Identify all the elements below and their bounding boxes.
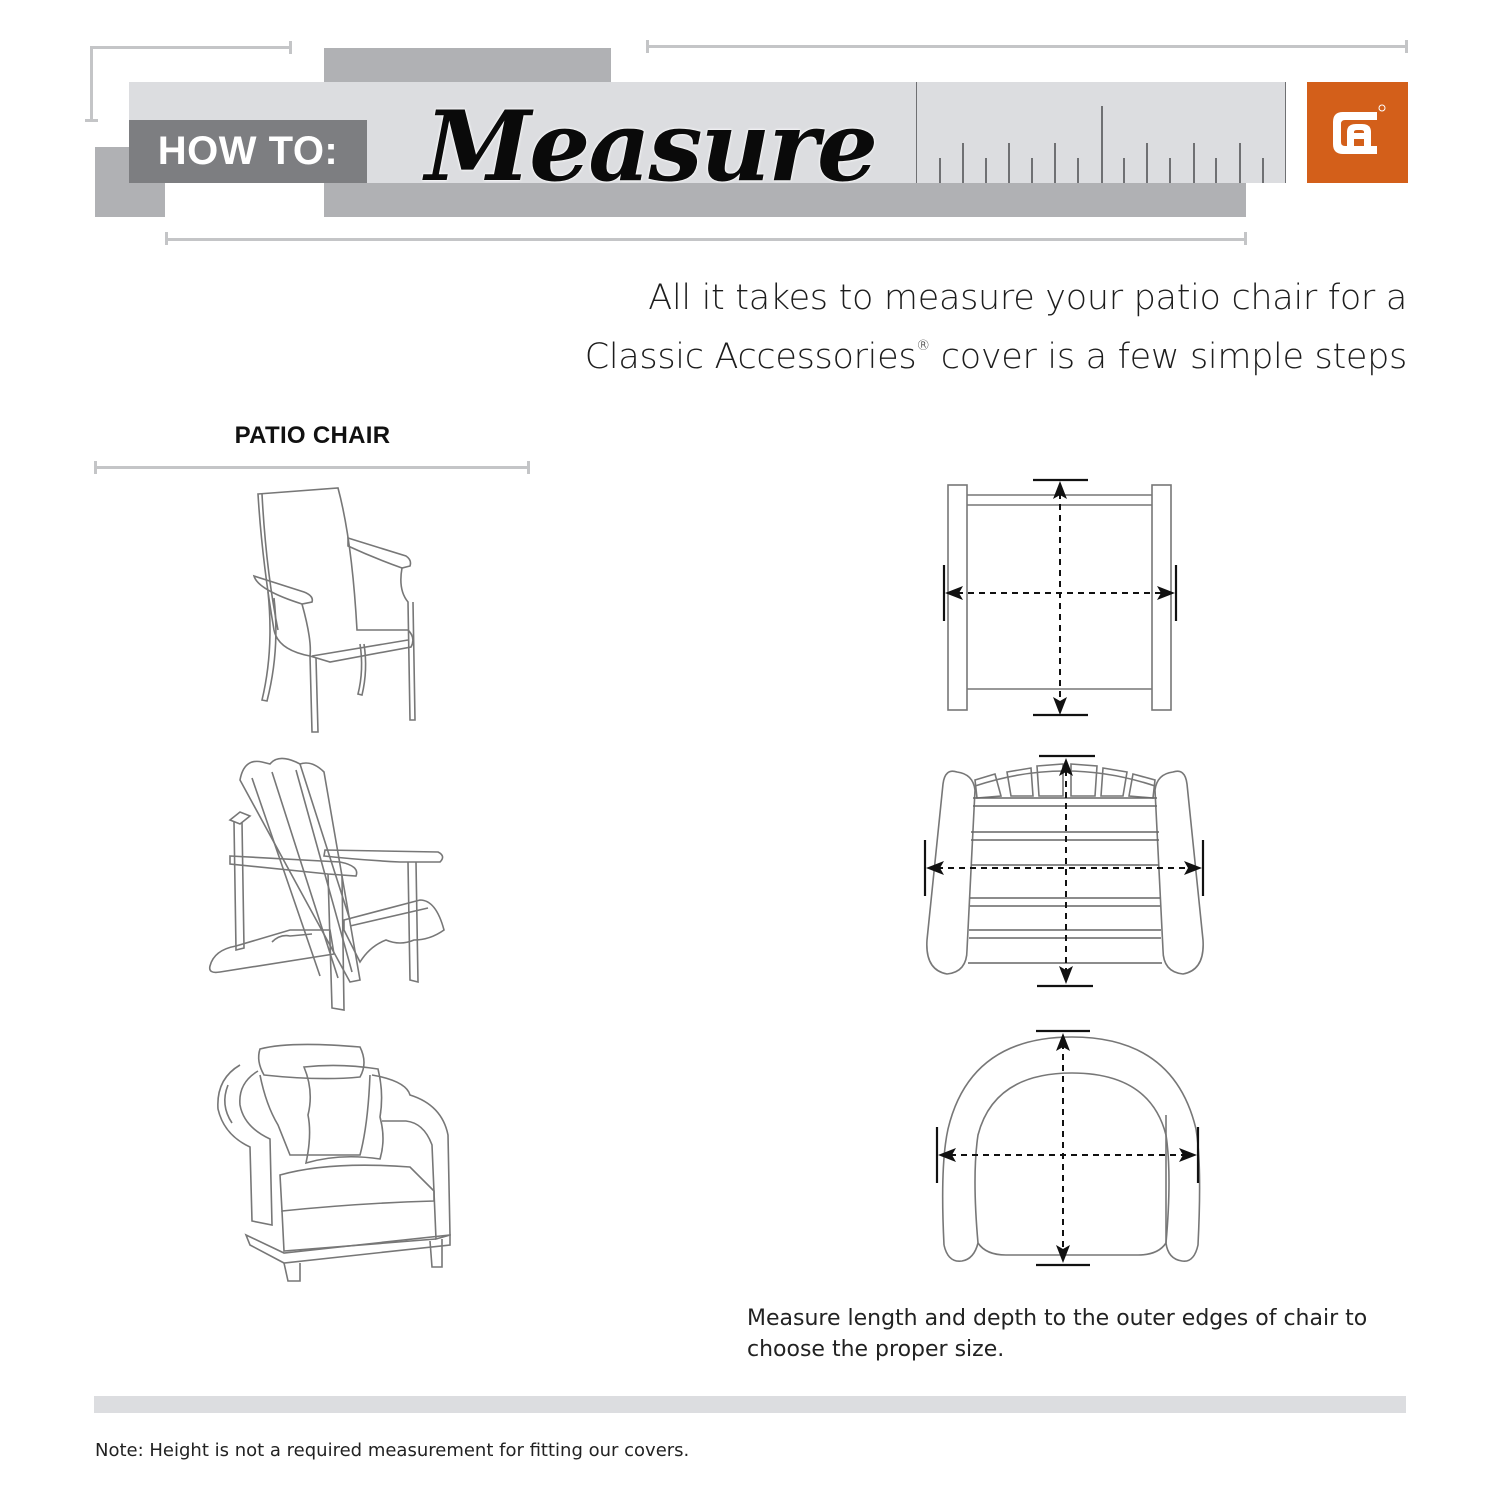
bracket-tick [1244, 232, 1247, 245]
bracket-tick [289, 41, 292, 54]
bracket-tick [165, 232, 168, 245]
section-divider [95, 466, 530, 469]
header-block-top [324, 48, 611, 82]
how-to-label: HOW TO: [129, 120, 367, 183]
registered-mark: ® [916, 338, 930, 354]
bracket-line-bottom [166, 238, 1246, 241]
club-chair-icon [210, 1035, 460, 1285]
adirondack-chair-icon [200, 750, 460, 1015]
ruler [916, 82, 1286, 183]
page-title: Measure [425, 90, 877, 203]
sling-chair-top-view [935, 475, 1190, 725]
ca-logo-icon [1323, 98, 1393, 168]
brand-logo[interactable] [1307, 82, 1408, 183]
intro-line-2: Classic Accessories® cover is a few simple steps [584, 337, 1407, 377]
bracket-line-top-left [90, 46, 290, 49]
measure-instruction: Measure length and depth to the outer edges of chair to choose the proper size. [747, 1306, 1368, 1362]
bracket-tick [527, 461, 530, 474]
intro-text [507, 274, 1407, 381]
bracket-tick [85, 119, 98, 122]
sling-chair-icon [240, 480, 430, 740]
bracket-line-top-right [646, 45, 1408, 48]
section-heading: PATIO CHAIR [234, 422, 391, 449]
adirondack-top-view [915, 750, 1215, 995]
club-chair-top-view [930, 1025, 1205, 1275]
bracket-tick [1405, 40, 1408, 53]
bracket-line-left-vertical [90, 46, 93, 121]
footer-note: Note: Height is not a required measurement for fitting our covers. [95, 1440, 690, 1461]
bracket-tick [646, 40, 649, 53]
bracket-tick [94, 461, 97, 474]
intro-line-1: All it takes to measure your patio chair for a [648, 278, 1407, 318]
footer-divider [94, 1396, 1406, 1413]
